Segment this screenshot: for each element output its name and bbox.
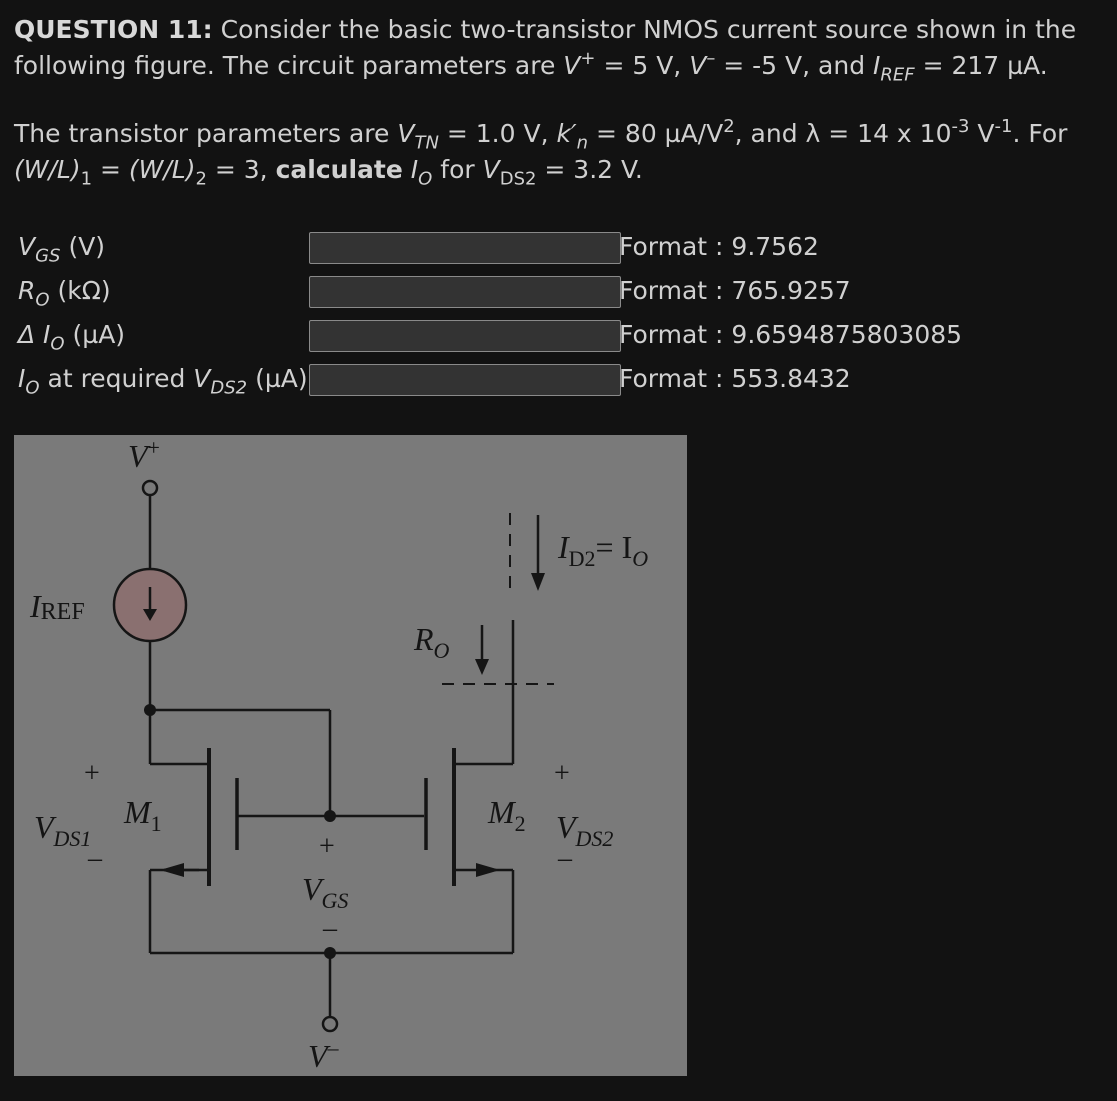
- format-hint-ro: Format : 765.9257: [619, 276, 851, 305]
- vds1-label: $V_{DS1}$: [34, 809, 92, 851]
- id2-arrow-icon: [531, 573, 545, 591]
- node-dot: [144, 704, 156, 716]
- vgs-plus-sign: +: [319, 831, 335, 862]
- answer-label-io: $I_O$ at required $V_{DS2}$ (µA): [18, 364, 308, 399]
- answer-label-ro: $R_O$ (kΩ): [18, 276, 111, 311]
- vds2-label: $V_{DS2}$: [556, 809, 614, 851]
- question-number: QUESTION 11:: [14, 15, 213, 44]
- vminus-label: V–: [308, 1035, 339, 1074]
- format-hint-vgs: Format : 9.7562: [619, 232, 819, 261]
- format-hint-delta-io: Format : 9.6594875803085: [619, 320, 963, 349]
- node-dot: [324, 947, 336, 959]
- circuit-figure: [14, 435, 687, 1076]
- m1-label: $M_1$: [124, 794, 162, 836]
- vds2-plus-sign: +: [554, 758, 570, 789]
- vplus-terminal: [143, 481, 157, 495]
- node-dot: [324, 810, 336, 822]
- vds1-plus-sign: +: [84, 758, 100, 789]
- vds1-minus-sign: –: [88, 843, 102, 874]
- question-paragraph-1: QUESTION 11: Consider the basic two-transistor NMOS current source shown in the following figure. The circuit parameters are V+ = 5 V, V– = -5 V, and $I_{REF} = 217$ µA.: [14, 15, 1077, 86]
- id2-label: $I_{D2}= I_O$: [558, 529, 649, 571]
- m2-source-arrow-icon: [476, 863, 500, 877]
- vplus-label: V+: [128, 435, 160, 474]
- m2-label: $M_2$: [488, 794, 526, 836]
- ro-arrow-icon: [475, 659, 489, 675]
- vgs-minus-sign: –: [323, 913, 337, 944]
- delta-io-input[interactable]: [309, 320, 621, 352]
- answer-label-vgs: $V_{GS}$ (V): [18, 232, 106, 267]
- answer-label-delta-io: Δ $I_O$ (µA): [18, 320, 126, 355]
- m1-source-arrow-icon: [160, 863, 184, 877]
- io-input[interactable]: [309, 364, 621, 396]
- iref-label: IREF: [30, 588, 85, 625]
- format-hint-io: Format : 553.8432: [619, 364, 851, 393]
- vgs-label: $V_{GS}$: [302, 871, 349, 913]
- question-paragraph-2: The transistor parameters are $V_{TN} = 1.0$ V, $k'_n = 80$ $\mu A/V^2$, and λ = 14 x $10^{-3}$ $V^{-1}$. For $(W/L)_1 = (W/L)_2 = 3$, calculate $I_O$ for $V_{DS2} = 3.2$ V.: [14, 116, 1068, 190]
- vds2-minus-sign: –: [558, 843, 572, 874]
- ro-input[interactable]: [309, 276, 621, 308]
- vgs-input[interactable]: [309, 232, 621, 264]
- circuit-diagram: [14, 435, 687, 1076]
- vminus-terminal: [323, 1017, 337, 1031]
- question-text: [14, 12, 1109, 188]
- ro-label: $R_O$: [414, 621, 450, 663]
